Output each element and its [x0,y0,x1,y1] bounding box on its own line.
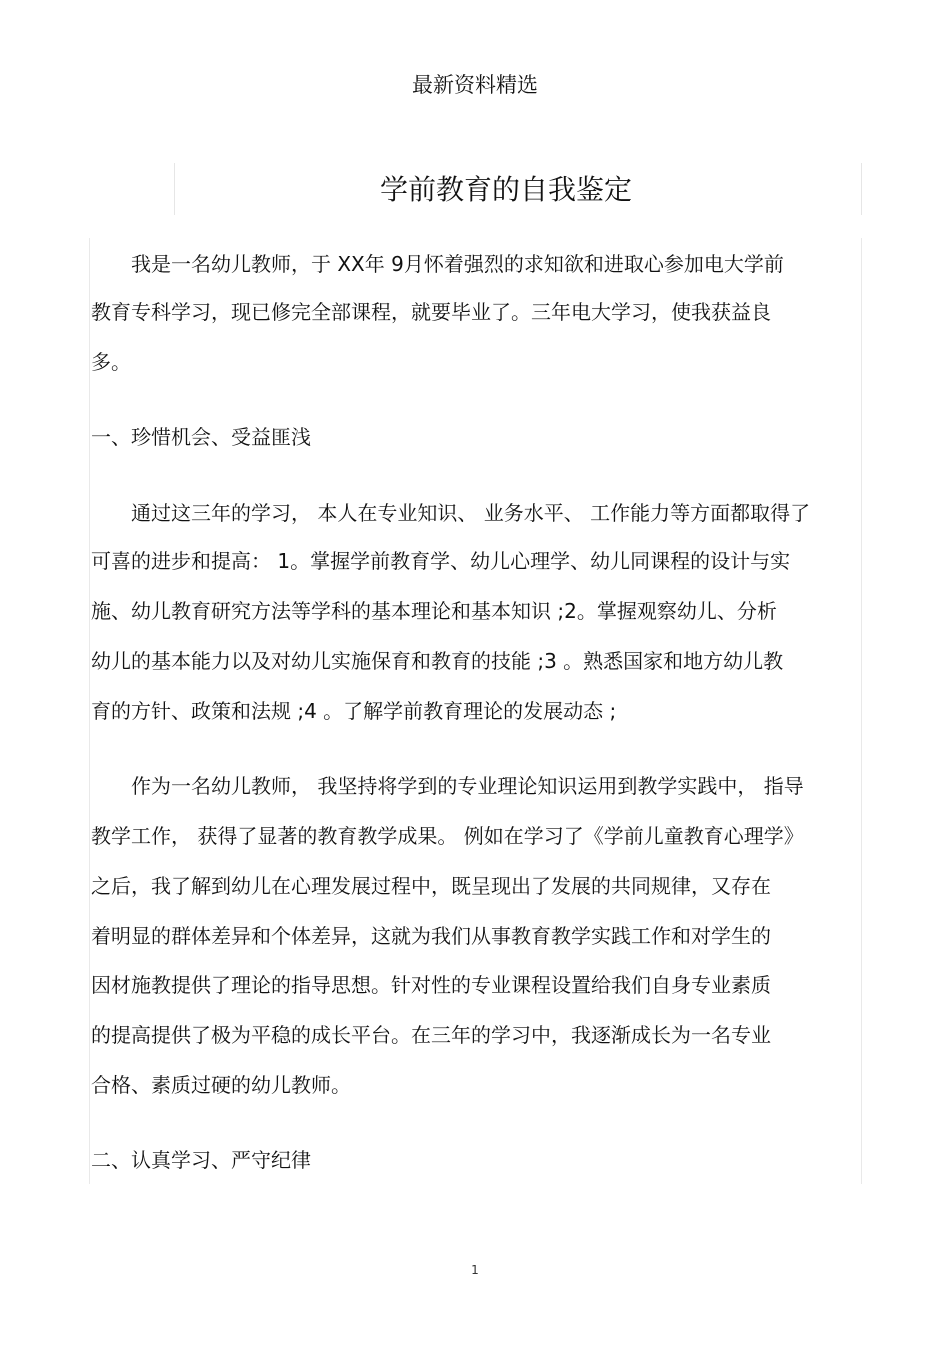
paragraph-line: 我是一名幼儿教师，于 XX年 9月怀着强烈的求知欲和进取心参加电大学前 [131,252,784,276]
paragraph-line: 着明显的群体差异和个体差异，这就为我们从事教育教学实践工作和对学生的 [91,924,771,948]
paragraph-line: 可喜的进步和提高： 1。掌握学前教育学、幼儿心理学、幼儿同课程的设计与实 [91,549,791,573]
section-heading: 一、珍惜机会、受益匪浅 [91,425,311,449]
document-title: 学前教育的自我鉴定 [379,173,632,206]
section-heading: 二、认真学习、严守纪律 [91,1148,311,1172]
paragraph-line: 幼儿的基本能力以及对幼儿实施保育和教育的技能 ;3 。熟悉国家和地方幼儿教 [91,649,784,673]
paragraph-line: 育的方针、政策和法规 ;4 。了解学前教育理论的发展动态 ; [91,699,617,723]
paragraph-line: 教学工作， 获得了显著的教育教学成果。 例如在学习了《学前儿童教育心理学》 [91,824,804,848]
paragraph-line: 因材施教提供了理论的指导思想。针对性的专业课程设置给我们自身专业素质 [91,973,771,997]
paragraph-line: 教育专科学习，现已修完全部课程，就要毕业了。三年电大学习，使我获益良 [91,300,771,324]
paragraph-line: 作为一名幼儿教师， 我坚持将学到的专业理论知识运用到教学实践中， 指导 [131,774,804,798]
paragraph-line: 多。 [91,350,131,374]
page-number: 1 [471,1263,479,1277]
paragraph-line: 合格、素质过硬的幼儿教师。 [91,1073,351,1097]
document-header: 最新资料精选 [412,73,538,97]
paragraph-line: 通过这三年的学习， 本人在专业知识、 业务水平、 工作能力等方面都取得了 [131,501,811,525]
paragraph-line: 之后，我了解到幼儿在心理发展过程中，既呈现出了发展的共同规律，又存在 [91,874,771,898]
paragraph-line: 的提高提供了极为平稳的成长平台。在三年的学习中，我逐渐成长为一名专业 [91,1023,771,1047]
paragraph-line: 施、幼儿教育研究方法等学科的基本理论和基本知识 ;2。掌握观察幼儿、分析 [91,599,777,623]
